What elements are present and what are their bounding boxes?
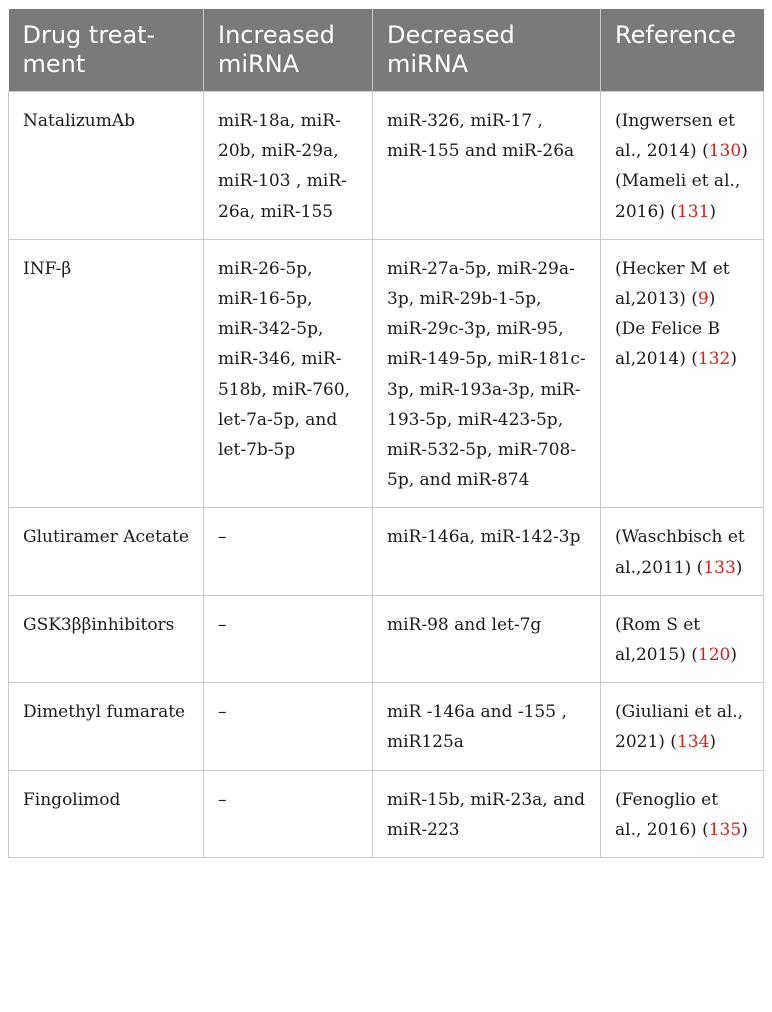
reference-text: (Mameli et al., 2016): [615, 171, 741, 222]
cell-drug: INF-β: [9, 239, 204, 508]
cell-reference: [601, 508, 764, 595]
cell-decreased: miR-27a-5p, miR-29a-3p, miR-29b-1-5p, miR-29c-3p, miR-95, miR-149-5p, miR-181c-3p, miR-193a-3p, miR-193-5p, miR-423-5p, miR-532-5p, miR-708-5p, and miR-874: [373, 239, 601, 508]
cell-decreased: miR-15b, miR-23a, and miR-223: [373, 770, 601, 857]
cell-drug: Fingolimod: [9, 770, 204, 857]
reference-number-link[interactable]: 120: [697, 645, 731, 666]
reference-number-link[interactable]: 130: [708, 141, 742, 162]
table-row: [9, 770, 764, 857]
header-decreased-mirna: Decreased miRNA: [373, 9, 601, 92]
reference-number-link[interactable]: 9: [697, 289, 709, 310]
cell-reference: [601, 92, 764, 240]
cell-reference: [601, 239, 764, 508]
reference-text: (Hecker M et al,2013): [615, 258, 730, 310]
cell-increased: miR-26-5p, miR-16-5p, miR-342-5p, miR-346, miR-518b, miR-760, let-7a-5p, and let-7b-5p: [204, 239, 373, 508]
table-body: [9, 92, 764, 858]
cell-decreased: miR -146a and -155 , miR125a: [373, 683, 601, 770]
cell-increased: –: [204, 683, 373, 770]
reference-paren-open: (: [664, 732, 677, 753]
header-drug-treatment: Drug treat-ment: [9, 9, 204, 92]
cell-reference: [601, 683, 764, 770]
table-row: [9, 239, 764, 508]
reference-number-link[interactable]: 132: [697, 349, 731, 370]
reference-paren-close: ): [730, 645, 738, 666]
table-row: [9, 92, 764, 240]
table-row: [9, 683, 764, 770]
table-row: [9, 508, 764, 595]
header-row: [9, 9, 764, 92]
reference-number-link[interactable]: 135: [708, 819, 742, 840]
reference-number-link[interactable]: 134: [676, 732, 710, 753]
cell-increased: –: [204, 595, 373, 682]
cell-drug: Glutiramer Acetate: [9, 508, 204, 595]
reference-paren-open: (: [696, 141, 709, 162]
reference-entry: [615, 610, 749, 670]
reference-paren-open: (: [664, 201, 677, 222]
reference-text: (De Felice B al,2014): [615, 319, 721, 370]
table-row: [9, 595, 764, 682]
reference-paren-open: (: [691, 557, 704, 578]
reference-entry: [615, 697, 749, 757]
table-header: [9, 9, 764, 92]
reference-text: (Fenoglio et al., 2016): [615, 789, 719, 840]
cell-drug: GSK3ββinhibitors: [9, 595, 204, 682]
reference-paren-close: ): [741, 141, 748, 162]
cell-drug: NatalizumAb: [9, 92, 204, 240]
cell-increased: miR-18a, miR-20b, miR-29a, miR-103 , miR-26a, miR-155: [204, 92, 373, 240]
reference-entry: [615, 314, 749, 374]
reference-text: (Ingwersen et al., 2014): [615, 111, 735, 162]
reference-number-link[interactable]: 131: [676, 201, 710, 222]
reference-entry: [615, 166, 749, 226]
reference-paren-close: ): [730, 349, 738, 370]
header-increased-mirna: Increased miRNA: [204, 9, 373, 92]
reference-text: (Waschbisch et al.,2011): [615, 527, 745, 578]
cell-reference: [601, 770, 764, 857]
mirna-drug-table: [8, 9, 764, 858]
reference-text: (Giuliani et al., 2021): [615, 702, 744, 753]
reference-text: (Rom S et al,2015): [615, 614, 701, 666]
header-reference: Reference: [601, 9, 764, 92]
cell-drug: Dimethyl fumarate: [9, 683, 204, 770]
reference-paren-close: ): [709, 732, 717, 753]
reference-entry: [615, 785, 749, 845]
reference-paren-open: (: [696, 819, 709, 840]
reference-paren-open: (: [685, 289, 698, 310]
cell-decreased: miR-98 and let-7g: [373, 595, 601, 682]
cell-decreased: miR-326, miR-17 , miR-155 and miR-26a: [373, 92, 601, 240]
reference-paren-open: (: [685, 645, 698, 666]
reference-number-link[interactable]: 133: [703, 557, 736, 578]
reference-paren-open: (: [685, 349, 698, 370]
reference-entry: [615, 106, 749, 166]
reference-entry: [615, 522, 749, 582]
reference-paren-close: ): [709, 201, 717, 222]
cell-increased: –: [204, 508, 373, 595]
table-container: [8, 9, 763, 858]
reference-paren-close: ): [741, 819, 748, 840]
cell-decreased: miR-146a, miR-142-3p: [373, 508, 601, 595]
reference-paren-close: ): [735, 557, 743, 578]
reference-entry: [615, 254, 749, 314]
reference-paren-close: ): [708, 289, 716, 310]
cell-increased: –: [204, 770, 373, 857]
cell-reference: [601, 595, 764, 682]
